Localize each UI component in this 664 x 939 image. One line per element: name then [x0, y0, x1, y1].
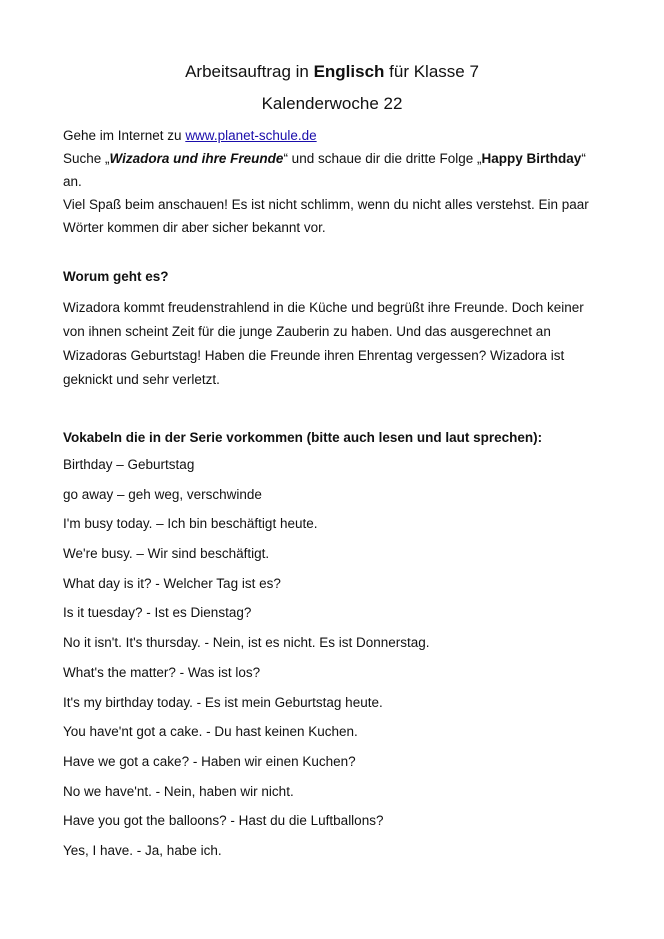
- list-item: What's the matter? - Was ist los?: [63, 664, 261, 680]
- list-item: Is it tuesday? - Ist es Dienstag?: [63, 605, 252, 621]
- intro-line-1: [63, 124, 603, 147]
- page-title: [0, 62, 664, 82]
- list-item: go away – geh weg, verschwinde: [63, 486, 262, 502]
- list-item: No we have'nt. - Nein, haben wir nicht.: [63, 783, 294, 799]
- list-item: We're busy. – Wir sind beschäftigt.: [63, 546, 270, 562]
- title-prefix: Arbeitsauftrag in: [185, 62, 314, 81]
- list-item: No it isn't. It's thursday. - Nein, ist es nicht. Es ist Donnerstag.: [63, 635, 430, 651]
- list-item: Have you got the balloons? - Hast du die Luftballons?: [63, 813, 384, 829]
- page-subtitle: Kalenderwoche 22: [261, 94, 403, 113]
- intro-block: [63, 124, 603, 239]
- intro-line-2: [63, 147, 603, 193]
- planet-schule-link[interactable]: www.planet-schule.de: [185, 128, 317, 143]
- list-item: Have we got a cake? - Haben wir einen Kuchen?: [63, 753, 356, 769]
- section-heading-story: Worum geht es?: [63, 269, 169, 284]
- section-heading-vocabulary: Vokabeln die in der Serie vorkommen (bitte auch lesen und laut sprechen):: [63, 430, 543, 445]
- intro-text: Suche „: [63, 151, 110, 166]
- title-subject: Englisch: [313, 62, 385, 81]
- intro-line-3: Viel Spaß beim anschauen! Es ist nicht schlimm, wenn du nicht alles verstehst. Ein paar Wörter kommen dir aber sicher bekannt vor.: [63, 197, 589, 235]
- episode-name: Happy Birthday: [481, 151, 582, 166]
- intro-text: “ und schaue dir die dritte Folge „: [283, 151, 482, 166]
- story-summary: Wizadora kommt freudenstrahlend in die Küche und begrüßt ihre Freunde. Doch keiner von ihnen scheint Zeit für die junge Zauberin zu haben. Und das ausgerechnet an Wizadoras Geburtstag! Haben die Freunde ihren Ehrentag vergessen? Wizadora ist geknickt und sehr verletzt.: [63, 300, 584, 387]
- intro-text: Gehe im Internet zu: [63, 128, 186, 143]
- list-item: Birthday – Geburtstag: [63, 457, 195, 472]
- list-item: Yes, I have. - Ja, habe ich.: [63, 842, 222, 858]
- list-item: I'm busy today. – Ich bin beschäftigt heute.: [63, 516, 318, 532]
- list-item: It's my birthday today. - Es ist mein Geburtstag heute.: [63, 694, 383, 710]
- vocabulary-list: [63, 456, 430, 872]
- list-item: You have'nt got a cake. - Du hast keinen Kuchen.: [63, 724, 358, 740]
- list-item: What day is it? - Welcher Tag ist es?: [63, 575, 281, 591]
- title-suffix: für Klasse 7: [384, 62, 479, 81]
- intro-text: “ an.: [63, 151, 586, 189]
- series-name: Wizadora und ihre Freunde: [109, 151, 284, 166]
